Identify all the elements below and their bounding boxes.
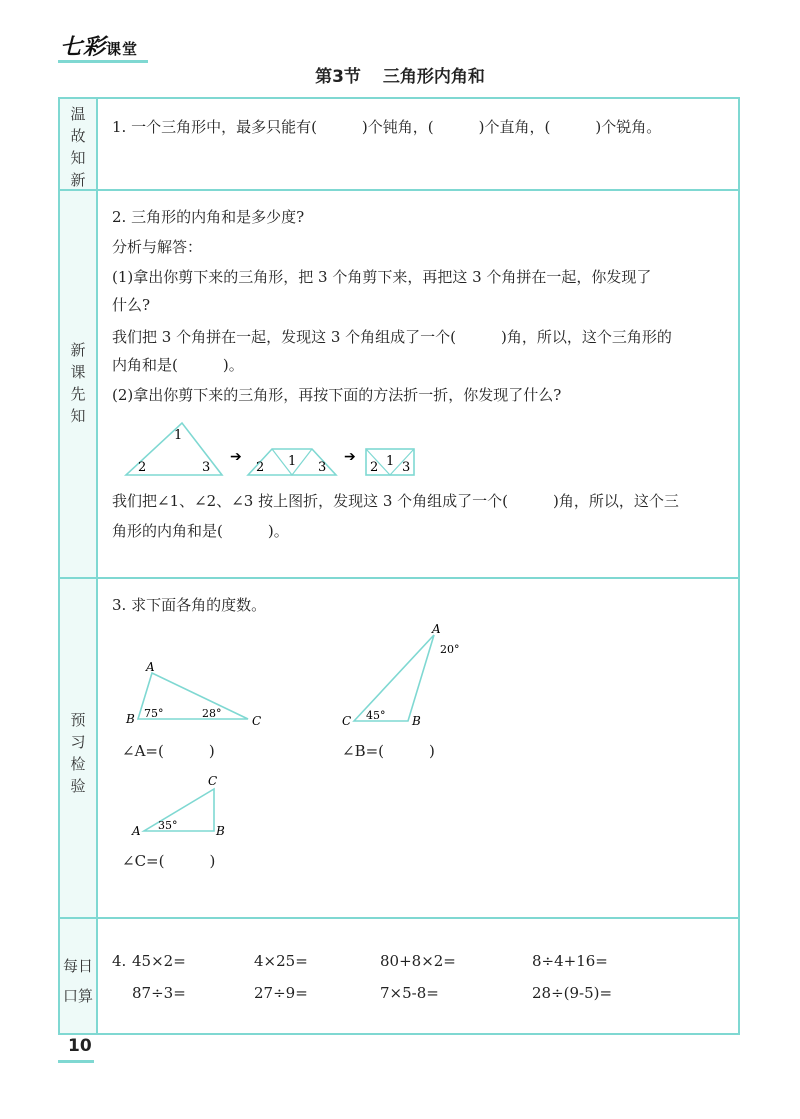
- section-number: 第3节: [315, 67, 361, 87]
- tri1-vertex-b: B: [126, 712, 135, 726]
- side-column: [60, 99, 98, 1033]
- page-number: 10: [68, 1036, 92, 1056]
- tri1-angle-c: 28°: [202, 707, 222, 720]
- q4-r2-c3: 7×5-8=: [380, 984, 439, 1002]
- tri3-answer: ∠C=( ): [122, 852, 216, 870]
- q4-r2-c4: 28÷(9-5)=: [532, 984, 613, 1002]
- page-title: [0, 62, 800, 87]
- fold3-label-1: 1: [386, 454, 395, 469]
- fold2-label-3: 3: [318, 460, 327, 475]
- brand-text: 七彩: [60, 34, 107, 60]
- q4-r1-c1: 45×2=: [132, 952, 186, 970]
- worksheet-frame: [58, 97, 740, 1035]
- tri1-vertex-c: C: [252, 714, 262, 728]
- folding-figure: [122, 419, 422, 479]
- arrow-icon-2: ➔: [344, 449, 356, 465]
- fold3-label-3: 3: [402, 460, 411, 475]
- brand-subtext: 课堂: [106, 40, 139, 58]
- tri1-angle-b: 75°: [144, 707, 164, 720]
- tri3-vertex-b: B: [216, 824, 225, 838]
- q2-p2: (2)拿出你剪下来的三角形，再按下面的方法折一折，你发现了什么?: [112, 386, 562, 404]
- triangle-3: [130, 775, 230, 845]
- tri2-angle-c: 45°: [366, 709, 386, 722]
- tri3-vertex-a: A: [132, 824, 141, 838]
- tri2-vertex-b: B: [412, 714, 421, 728]
- q2-p1-answer-line1: 我们把 3 个角拼在一起，发现这 3 个角组成了一个( )角，所以，这个三角形的: [112, 328, 672, 346]
- label-review: 温 故 知 新: [70, 105, 86, 189]
- q4-r2-c1: 87÷3=: [132, 984, 186, 1002]
- tri2-angle-a: 20°: [440, 643, 460, 656]
- label-daily: 每日 口算: [62, 957, 93, 1005]
- fold3-label-2: 2: [370, 460, 379, 475]
- tri2-vertex-c: C: [342, 714, 352, 728]
- triangle-3-shape: [144, 789, 214, 831]
- divider-3: [60, 917, 738, 919]
- q2-stem: 2. 三角形的内角和是多少度?: [112, 208, 305, 226]
- divider-1: [60, 189, 738, 191]
- q2-p1-line1: (1)拿出你剪下来的三角形，把 3 个角剪下来，再把这 3 个角拼在一起，你发现了: [112, 268, 652, 286]
- brand-logo: [60, 30, 138, 61]
- triangle-1: [122, 659, 262, 729]
- tri2-vertex-a: A: [432, 622, 441, 636]
- label-new: 新 课 先 知: [70, 341, 86, 425]
- tri3-angle-a: 35°: [158, 819, 178, 832]
- q4-r1-c2: 4×25=: [254, 952, 308, 970]
- tri3-vertex-c: C: [208, 774, 218, 788]
- tri2-answer: ∠B=( ): [342, 742, 435, 760]
- fold-label-1: 1: [174, 428, 183, 443]
- q2-p2-answer-line2: 角形的内角和是( )。: [112, 522, 289, 540]
- tri1-vertex-a: A: [146, 660, 155, 674]
- fold-label-3: 3: [202, 460, 211, 475]
- fold-label-2: 2: [138, 460, 147, 475]
- fold2-label-1: 1: [288, 454, 297, 469]
- section-title: 三角形内角和: [382, 67, 485, 87]
- fold2-label-2: 2: [256, 460, 265, 475]
- q2-p2-answer-line1: 我们把∠1、∠2、∠3 按上图折，发现这 3 个角组成了一个( )角，所以，这个三: [112, 492, 679, 510]
- tri1-answer: ∠A=( ): [122, 742, 215, 760]
- q4-number: 4.: [112, 952, 127, 970]
- page-number-bar: [58, 1060, 94, 1063]
- triangle-2: [340, 622, 480, 728]
- q4-r1-c3: 80+8×2=: [380, 952, 456, 970]
- q2-p1-line2: 什么?: [112, 296, 151, 314]
- q2-analysis: 分析与解答：: [112, 238, 203, 256]
- q1-text: 1. 一个三角形中，最多只能有( )个钝角，( )个直角，( )个锐角。: [112, 118, 662, 136]
- q4-r1-c4: 8÷4+16=: [532, 952, 608, 970]
- label-check: 预 习 检 验: [70, 711, 86, 795]
- divider-2: [60, 577, 738, 579]
- arrow-icon-1: ➔: [230, 449, 242, 465]
- q4-r2-c2: 27÷9=: [254, 984, 308, 1002]
- q3-stem: 3. 求下面各角的度数。: [112, 596, 267, 614]
- q2-p1-answer-line2: 内角和是( )。: [112, 356, 244, 374]
